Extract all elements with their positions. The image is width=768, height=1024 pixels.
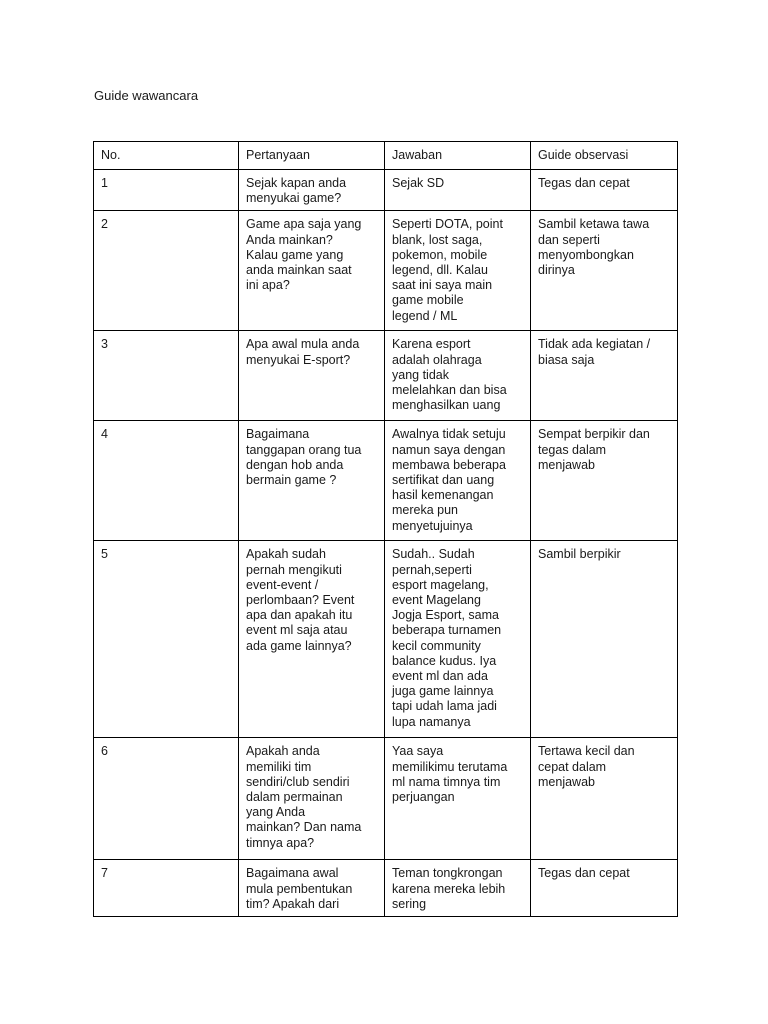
row-number-text: 6: [101, 744, 108, 759]
question-text: Apa awal mula anda menyukai E-sport?: [246, 337, 360, 367]
question-text: Game apa saja yang Anda mainkan? Kalau game yang anda mainkan saat ini apa?: [246, 217, 362, 293]
question-cell: [239, 331, 385, 421]
table-row: [94, 170, 678, 211]
table-row: [94, 421, 678, 541]
answer-text: Sejak SD: [392, 176, 445, 190]
row-number: [94, 331, 239, 421]
answer-text: Teman tongkrongan karena mereka lebih sering: [392, 866, 506, 911]
answer-cell: [385, 211, 531, 331]
question-cell: [239, 738, 385, 860]
observation-cell: [531, 331, 678, 421]
row-number: [94, 170, 239, 211]
question-text: Bagaimana tanggapan orang tua dengan hob anda bermain game ?: [246, 427, 362, 488]
question-cell: [239, 170, 385, 211]
table-row: [94, 860, 678, 917]
answer-cell: [385, 331, 531, 421]
answer-text: Awalnya tidak setuju namun saya dengan membawa beberapa sertifikat dan uang hasil kemenangan mereka pun menyetujuinya: [392, 427, 506, 533]
question-cell: [239, 860, 385, 917]
header-observation: Guide observasi: [531, 142, 678, 170]
row-number-text: 1: [101, 176, 108, 190]
observation-cell: [531, 541, 678, 738]
answer-text: Seperti DOTA, point blank, lost saga, pokemon, mobile legend, dll. Kalau saat ini saya main game mobile legend / ML: [392, 217, 503, 323]
row-number-text: 7: [101, 866, 108, 881]
observation-cell: [531, 211, 678, 331]
answer-cell: [385, 421, 531, 541]
header-no: No.: [94, 142, 239, 170]
answer-cell: [385, 170, 531, 211]
row-number: [94, 738, 239, 860]
observation-text: Tegas dan cepat: [538, 176, 630, 190]
row-number: [94, 421, 239, 541]
row-number-text: 4: [101, 427, 108, 442]
document-title: Guide wawancara: [94, 88, 199, 103]
row-number-text: 5: [101, 547, 108, 562]
question-text: Bagaimana awal mula pembentukan tim? Apakah dari: [246, 866, 353, 911]
row-number: [94, 541, 239, 738]
table-header-row: [94, 142, 678, 170]
row-number: [94, 860, 239, 917]
observation-text: Sambil ketawa tawa dan seperti menyombongkan dirinya: [538, 217, 650, 278]
question-cell: [239, 541, 385, 738]
observation-cell: [531, 421, 678, 541]
header-answer: Jawaban: [385, 142, 531, 170]
answer-cell: [385, 860, 531, 917]
table-row: [94, 738, 678, 860]
answer-cell: [385, 738, 531, 860]
observation-text: Sambil berpikir: [538, 547, 621, 562]
table-row: [94, 541, 678, 738]
row-number-text: 2: [101, 217, 108, 232]
observation-cell: [531, 170, 678, 211]
observation-text: Tidak ada kegiatan / biasa saja: [538, 337, 651, 367]
observation-text: Tegas dan cepat: [538, 866, 630, 881]
observation-cell: [531, 860, 678, 917]
answer-cell: [385, 541, 531, 738]
question-text: Apakah anda memiliki tim sendiri/club sendiri dalam permainan yang Anda mainkan? Dan nama timnya apa?: [246, 744, 362, 850]
question-cell: [239, 421, 385, 541]
observation-cell: [531, 738, 678, 860]
answer-text: Yaa saya memilikimu terutama ml nama timnya tim perjuangan: [392, 744, 508, 805]
header-question: Pertanyaan: [239, 142, 385, 170]
row-number: [94, 211, 239, 331]
answer-text: Karena esport adalah olahraga yang tidak melelahkan dan bisa menghasilkan uang: [392, 337, 507, 413]
observation-text: Sempat berpikir dan tegas dalam menjawab: [538, 427, 650, 472]
question-text: Sejak kapan anda menyukai game?: [246, 176, 347, 206]
question-text: Apakah sudah pernah mengikuti event-event / perlombaan? Event apa dan apakah itu event ml saja atau ada game lainnya?: [246, 547, 355, 653]
interview-guide-table: [93, 141, 678, 917]
answer-text: Sudah.. Sudah pernah,seperti esport magelang, event Magelang Jogja Esport, sama beberapa turnamen kecil community balance kudus. Iya event ml dan ada juga game lainnya tapi udah lama jadi lupa namanya: [392, 547, 502, 729]
table-row: [94, 331, 678, 421]
table-row: [94, 211, 678, 331]
row-number-text: 3: [101, 337, 108, 352]
observation-text: Tertawa kecil dan cepat dalam menjawab: [538, 744, 635, 789]
question-cell: [239, 211, 385, 331]
